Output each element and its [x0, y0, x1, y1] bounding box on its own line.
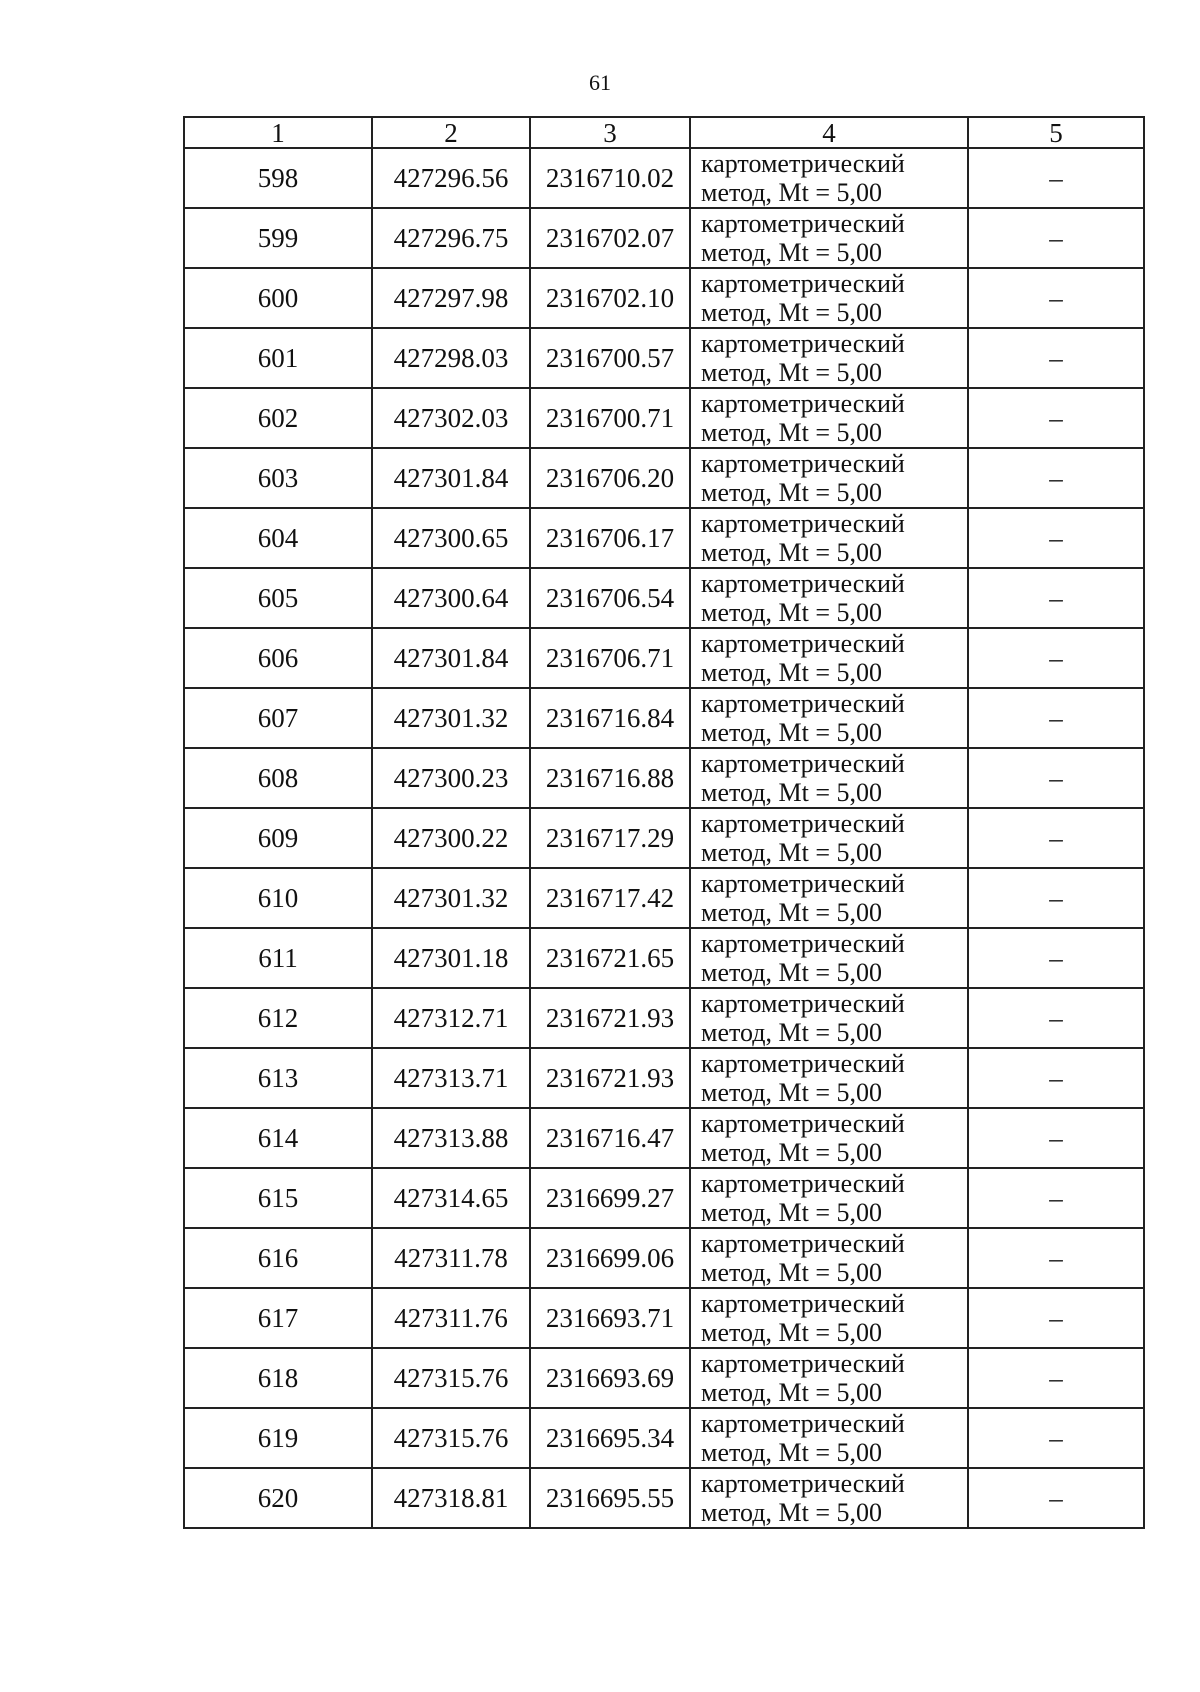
- y-coordinate-cell: 2316702.10: [530, 268, 690, 328]
- x-coordinate-cell: 427301.18: [372, 928, 530, 988]
- method-line-2: метод, Mt = 5,00: [701, 358, 882, 387]
- method-line-2: метод, Mt = 5,00: [701, 718, 882, 747]
- table-row: [184, 328, 1144, 388]
- note-cell: –: [968, 928, 1144, 988]
- table-row: [184, 1468, 1144, 1528]
- method-line-1: картометрический: [701, 809, 905, 838]
- method-line-2: метод, Mt = 5,00: [701, 1438, 882, 1467]
- y-coordinate-cell: 2316716.88: [530, 748, 690, 808]
- x-coordinate-cell: 427314.65: [372, 1168, 530, 1228]
- method-cell: [690, 748, 968, 808]
- table-row: [184, 928, 1144, 988]
- method-cell: [690, 148, 968, 208]
- header-col-3: 3: [530, 117, 690, 148]
- table-row: [184, 1228, 1144, 1288]
- method-line-1: картометрический: [701, 569, 905, 598]
- point-number-cell: 601: [184, 328, 372, 388]
- point-number-cell: 615: [184, 1168, 372, 1228]
- method-cell: [690, 1348, 968, 1408]
- table-row: [184, 988, 1144, 1048]
- table-row: [184, 1048, 1144, 1108]
- point-number-cell: 606: [184, 628, 372, 688]
- method-line-1: картометрический: [701, 989, 905, 1018]
- x-coordinate-cell: 427301.84: [372, 448, 530, 508]
- y-coordinate-cell: 2316717.29: [530, 808, 690, 868]
- note-cell: –: [968, 1288, 1144, 1348]
- method-cell: [690, 208, 968, 268]
- point-number-cell: 598: [184, 148, 372, 208]
- method-line-1: картометрический: [701, 1289, 905, 1318]
- x-coordinate-cell: 427312.71: [372, 988, 530, 1048]
- note-cell: –: [968, 1048, 1144, 1108]
- x-coordinate-cell: 427300.65: [372, 508, 530, 568]
- method-cell: [690, 1048, 968, 1108]
- y-coordinate-cell: 2316716.47: [530, 1108, 690, 1168]
- method-cell: [690, 508, 968, 568]
- point-number-cell: 612: [184, 988, 372, 1048]
- table-row: [184, 148, 1144, 208]
- method-line-1: картометрический: [701, 509, 905, 538]
- point-number-cell: 610: [184, 868, 372, 928]
- method-line-2: метод, Mt = 5,00: [701, 658, 882, 687]
- note-cell: –: [968, 1168, 1144, 1228]
- point-number-cell: 604: [184, 508, 372, 568]
- note-cell: –: [968, 148, 1144, 208]
- x-coordinate-cell: 427313.88: [372, 1108, 530, 1168]
- note-cell: –: [968, 388, 1144, 448]
- method-cell: [690, 1408, 968, 1468]
- x-coordinate-cell: 427300.22: [372, 808, 530, 868]
- table-row: [184, 1408, 1144, 1468]
- method-line-1: картометрический: [701, 389, 905, 418]
- method-line-2: метод, Mt = 5,00: [701, 1078, 882, 1107]
- x-coordinate-cell: 427296.75: [372, 208, 530, 268]
- point-number-cell: 613: [184, 1048, 372, 1108]
- table-body: [184, 148, 1144, 1528]
- point-number-cell: 611: [184, 928, 372, 988]
- header-col-5: 5: [968, 117, 1144, 148]
- point-number-cell: 605: [184, 568, 372, 628]
- point-number-cell: 608: [184, 748, 372, 808]
- method-line-1: картометрический: [701, 629, 905, 658]
- y-coordinate-cell: 2316721.65: [530, 928, 690, 988]
- x-coordinate-cell: 427300.64: [372, 568, 530, 628]
- note-cell: –: [968, 448, 1144, 508]
- note-cell: –: [968, 208, 1144, 268]
- x-coordinate-cell: 427296.56: [372, 148, 530, 208]
- method-cell: [690, 1468, 968, 1528]
- table-row: [184, 208, 1144, 268]
- x-coordinate-cell: 427300.23: [372, 748, 530, 808]
- y-coordinate-cell: 2316695.34: [530, 1408, 690, 1468]
- method-cell: [690, 628, 968, 688]
- method-cell: [690, 388, 968, 448]
- method-line-2: метод, Mt = 5,00: [701, 238, 882, 267]
- method-line-1: картометрический: [701, 269, 905, 298]
- x-coordinate-cell: 427298.03: [372, 328, 530, 388]
- method-line-1: картометрический: [701, 329, 905, 358]
- x-coordinate-cell: 427297.98: [372, 268, 530, 328]
- note-cell: –: [968, 268, 1144, 328]
- note-cell: –: [968, 808, 1144, 868]
- method-line-1: картометрический: [701, 1169, 905, 1198]
- point-number-cell: 616: [184, 1228, 372, 1288]
- y-coordinate-cell: 2316706.54: [530, 568, 690, 628]
- x-coordinate-cell: 427302.03: [372, 388, 530, 448]
- y-coordinate-cell: 2316702.07: [530, 208, 690, 268]
- method-line-2: метод, Mt = 5,00: [701, 1198, 882, 1227]
- x-coordinate-cell: 427301.32: [372, 868, 530, 928]
- table-row: [184, 508, 1144, 568]
- method-line-2: метод, Mt = 5,00: [701, 598, 882, 627]
- point-number-cell: 599: [184, 208, 372, 268]
- x-coordinate-cell: 427315.76: [372, 1408, 530, 1468]
- method-line-1: картометрический: [701, 1109, 905, 1138]
- y-coordinate-cell: 2316716.84: [530, 688, 690, 748]
- x-coordinate-cell: 427301.84: [372, 628, 530, 688]
- y-coordinate-cell: 2316700.57: [530, 328, 690, 388]
- point-number-cell: 619: [184, 1408, 372, 1468]
- note-cell: –: [968, 748, 1144, 808]
- note-cell: –: [968, 568, 1144, 628]
- method-cell: [690, 868, 968, 928]
- point-number-cell: 600: [184, 268, 372, 328]
- method-cell: [690, 268, 968, 328]
- note-cell: –: [968, 988, 1144, 1048]
- note-cell: –: [968, 508, 1144, 568]
- table-header: [184, 117, 1144, 148]
- method-cell: [690, 808, 968, 868]
- method-line-2: метод, Mt = 5,00: [701, 898, 882, 927]
- y-coordinate-cell: 2316693.71: [530, 1288, 690, 1348]
- y-coordinate-cell: 2316710.02: [530, 148, 690, 208]
- x-coordinate-cell: 427315.76: [372, 1348, 530, 1408]
- header-col-2: 2: [372, 117, 530, 148]
- point-number-cell: 620: [184, 1468, 372, 1528]
- method-cell: [690, 328, 968, 388]
- point-number-cell: 602: [184, 388, 372, 448]
- method-line-2: метод, Mt = 5,00: [701, 1498, 882, 1527]
- y-coordinate-cell: 2316700.71: [530, 388, 690, 448]
- point-number-cell: 607: [184, 688, 372, 748]
- page-number: 61: [589, 70, 611, 95]
- point-number-cell: 617: [184, 1288, 372, 1348]
- method-line-1: картометрический: [701, 149, 905, 178]
- method-line-1: картометрический: [701, 1409, 905, 1438]
- point-number-cell: 609: [184, 808, 372, 868]
- y-coordinate-cell: 2316699.27: [530, 1168, 690, 1228]
- table-row: [184, 388, 1144, 448]
- point-number-cell: 603: [184, 448, 372, 508]
- x-coordinate-cell: 427313.71: [372, 1048, 530, 1108]
- point-number-cell: 618: [184, 1348, 372, 1408]
- table-row: [184, 448, 1144, 508]
- method-line-2: метод, Mt = 5,00: [701, 838, 882, 867]
- table-row: [184, 1108, 1144, 1168]
- note-cell: –: [968, 628, 1144, 688]
- method-cell: [690, 688, 968, 748]
- table-row: [184, 1168, 1144, 1228]
- table-row: [184, 1348, 1144, 1408]
- method-line-2: метод, Mt = 5,00: [701, 538, 882, 567]
- y-coordinate-cell: 2316693.69: [530, 1348, 690, 1408]
- note-cell: –: [968, 1468, 1144, 1528]
- note-cell: –: [968, 328, 1144, 388]
- table-row: [184, 628, 1144, 688]
- note-cell: –: [968, 1348, 1144, 1408]
- x-coordinate-cell: 427318.81: [372, 1468, 530, 1528]
- y-coordinate-cell: 2316721.93: [530, 988, 690, 1048]
- method-cell: [690, 448, 968, 508]
- table-row: [184, 748, 1144, 808]
- method-line-1: картометрический: [701, 1349, 905, 1378]
- method-cell: [690, 568, 968, 628]
- method-line-1: картометрический: [701, 1229, 905, 1258]
- y-coordinate-cell: 2316721.93: [530, 1048, 690, 1108]
- method-line-1: картометрический: [701, 1049, 905, 1078]
- method-line-2: метод, Mt = 5,00: [701, 298, 882, 327]
- point-number-cell: 614: [184, 1108, 372, 1168]
- note-cell: –: [968, 688, 1144, 748]
- method-line-1: картометрический: [701, 929, 905, 958]
- table-row: [184, 868, 1144, 928]
- method-line-1: картометрический: [701, 449, 905, 478]
- note-cell: –: [968, 1108, 1144, 1168]
- method-cell: [690, 1168, 968, 1228]
- method-line-1: картометрический: [701, 1469, 905, 1498]
- x-coordinate-cell: 427311.76: [372, 1288, 530, 1348]
- note-cell: –: [968, 868, 1144, 928]
- method-line-2: метод, Mt = 5,00: [701, 178, 882, 207]
- y-coordinate-cell: 2316706.71: [530, 628, 690, 688]
- method-line-2: метод, Mt = 5,00: [701, 958, 882, 987]
- method-line-2: метод, Mt = 5,00: [701, 1318, 882, 1347]
- method-cell: [690, 928, 968, 988]
- x-coordinate-cell: 427301.32: [372, 688, 530, 748]
- coordinates-table: [183, 116, 1145, 1529]
- method-line-2: метод, Mt = 5,00: [701, 1378, 882, 1407]
- y-coordinate-cell: 2316695.55: [530, 1468, 690, 1528]
- note-cell: –: [968, 1408, 1144, 1468]
- method-line-1: картометрический: [701, 869, 905, 898]
- y-coordinate-cell: 2316706.20: [530, 448, 690, 508]
- header-col-4: 4: [690, 117, 968, 148]
- method-line-1: картометрический: [701, 209, 905, 238]
- method-cell: [690, 1288, 968, 1348]
- table-row: [184, 268, 1144, 328]
- table-row: [184, 568, 1144, 628]
- y-coordinate-cell: 2316717.42: [530, 868, 690, 928]
- header-col-1: 1: [184, 117, 372, 148]
- note-cell: –: [968, 1228, 1144, 1288]
- method-line-1: картометрический: [701, 749, 905, 778]
- method-line-2: метод, Mt = 5,00: [701, 478, 882, 507]
- method-line-2: метод, Mt = 5,00: [701, 1138, 882, 1167]
- method-cell: [690, 1228, 968, 1288]
- method-cell: [690, 1108, 968, 1168]
- table-row: [184, 808, 1144, 868]
- y-coordinate-cell: 2316699.06: [530, 1228, 690, 1288]
- x-coordinate-cell: 427311.78: [372, 1228, 530, 1288]
- method-line-2: метод, Mt = 5,00: [701, 418, 882, 447]
- header-row: [184, 117, 1144, 148]
- table-row: [184, 1288, 1144, 1348]
- y-coordinate-cell: 2316706.17: [530, 508, 690, 568]
- method-line-2: метод, Mt = 5,00: [701, 1018, 882, 1047]
- table-row: [184, 688, 1144, 748]
- method-line-2: метод, Mt = 5,00: [701, 778, 882, 807]
- method-line-1: картометрический: [701, 689, 905, 718]
- method-line-2: метод, Mt = 5,00: [701, 1258, 882, 1287]
- method-cell: [690, 988, 968, 1048]
